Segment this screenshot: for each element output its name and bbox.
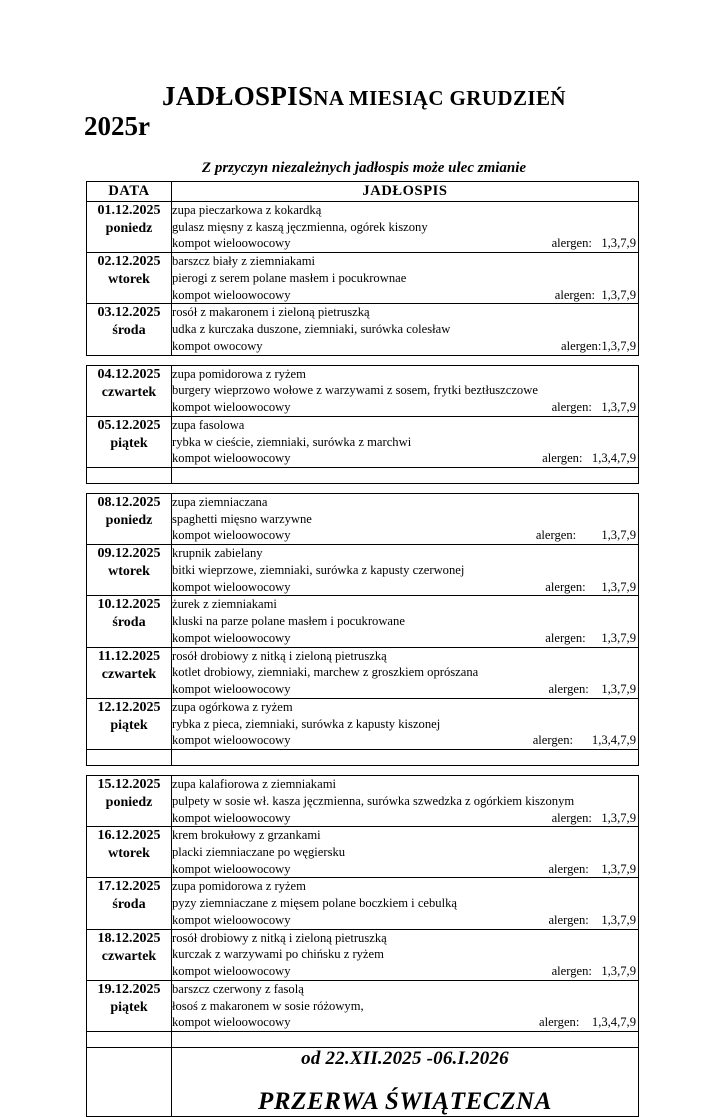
menu-line-soup: zupa ogórkowa z ryżem [172,699,293,714]
menu-line-soup: zupa kalafiorowa z ziemniakami [172,777,336,792]
separator-cell-date [87,1032,172,1048]
allergen-value: alergen: 1,3,7,9 [551,964,636,979]
menu-line-soup: rosół drobiowy z nitką i zieloną pietruszką [172,930,387,945]
menu-cell [172,878,639,929]
menu-line-drink: kompot wieloowocowy [172,810,291,825]
menu-line-main: udka z kurczaka duszone, ziemniaki, surówka colesław [172,322,451,337]
allergen-value: alergen: 1,3,7,9 [548,861,636,876]
menu-line-drink: kompot wieloowocowy [172,912,291,927]
date-value: 04.12.2025 [97,366,161,382]
date-value: 11.12.2025 [97,648,161,664]
date-value: 12.12.2025 [97,699,161,715]
table-row [87,365,639,416]
week-separator-row [87,1032,639,1048]
allergen-value: alergen: 1,3,7,9 [548,912,636,927]
menu-line-drink-allergen [172,399,638,416]
allergen-value: alergen:1,3,7,9 [561,338,636,353]
table-row [87,202,639,253]
menu-line-main: pyzy ziemniaczane z mięsem polane boczkiem i cebulką [172,896,457,911]
table-row [87,416,639,467]
menu-line-drink-allergen [172,527,638,544]
gap-cell-date [87,355,172,365]
menu-cell [172,253,639,304]
menu-line-drink-allergen [172,287,638,304]
menu-cell [172,647,639,698]
date-value: 02.12.2025 [97,254,161,270]
date-cell [87,827,172,878]
weekday-value: wtorek [108,564,150,580]
holiday-date-cell [87,1048,172,1117]
date-cell [87,776,172,827]
table-gap-row [87,484,639,494]
date-cell [87,698,172,749]
menu-line-drink-allergen [172,681,638,698]
table-row [87,929,639,980]
weekday-value: wtorek [108,846,150,862]
menu-line-main: pulpety w sosie wł. kasza jęczmienna, surówka szwedzka z ogórkiem kiszonym [172,793,575,808]
menu-line-drink: kompot wieloowocowy [172,400,291,415]
separator-cell-menu [172,468,639,484]
menu-line-main: burgery wieprzowo wołowe z warzywami z sosem, frytki beztłuszczowe [172,383,538,398]
table-row [87,596,639,647]
week-separator-row [87,750,639,766]
menu-line-drink-allergen [172,579,638,596]
menu-line-drink-allergen [172,630,638,647]
weekday-value: wtorek [108,272,150,288]
menu-line-drink: kompot wieloowocowy [172,964,291,979]
weekday-value: środa [112,323,146,339]
menu-line-drink: kompot wieloowocowy [172,528,291,543]
title-line [0,82,728,110]
date-value: 19.12.2025 [97,981,161,997]
table-gap-row [87,355,639,365]
menu-line-drink: kompot wieloowocowy [172,733,291,748]
menu-line-soup: rosół z makaronem i zieloną pietruszką [172,305,370,320]
table-row [87,827,639,878]
weekday-value: czwartek [101,948,157,964]
menu-cell [172,980,639,1031]
menu-line-drink-allergen [172,338,638,355]
menu-line-main: gulasz mięsny z kaszą jęczmienna, ogórek kiszony [172,219,428,234]
date-cell [87,545,172,596]
menu-line-drink-allergen [172,235,638,252]
menu-line-drink: kompot wieloowocowy [172,579,291,594]
table-row [87,545,639,596]
allergen-value: alergen: 1,3,4,7,9 [539,1015,636,1030]
allergen-value: alergen: 1,3,7,9 [551,810,636,825]
date-value: 08.12.2025 [97,495,161,511]
weekday-value: środa [112,897,146,913]
document-title-block [0,82,728,141]
date-cell [87,929,172,980]
separator-cell-menu [172,1032,639,1048]
page-title-year: 2025r [84,111,150,142]
menu-line-soup: barszcz czerwony z fasolą [172,981,304,996]
page-title-subtitle: NA MIESIĄC GRUDZIEŃ [313,86,566,110]
date-cell [87,202,172,253]
gap-cell-menu [172,484,639,494]
gap-cell-menu [172,355,639,365]
menu-line-drink: kompot owocowy [172,338,263,353]
weekday-value: środa [112,615,146,631]
date-cell [87,304,172,355]
date-cell [87,980,172,1031]
date-value: 16.12.2025 [97,828,161,844]
table-row [87,878,639,929]
menu-line-drink: kompot wieloowocowy [172,236,291,251]
date-value: 15.12.2025 [97,777,161,793]
menu-line-soup: barszcz biały z ziemniakami [172,254,316,269]
menu-line-drink-allergen [172,1014,638,1031]
date-cell [87,878,172,929]
allergen-value: alergen: 1,3,7,9 [548,682,636,697]
holiday-date-range: od 22.XII.2025 -06.I.2026 [301,1048,509,1070]
menu-line-drink: kompot wieloowocowy [172,287,291,302]
date-cell [87,647,172,698]
allergen-value: alergen: 1,3,4,7,9 [532,733,636,748]
menu-line-soup: krem brokułowy z grzankami [172,828,321,843]
date-cell [87,365,172,416]
menu-line-main: kurczak z warzywami po chińsku z ryżem [172,947,384,962]
menu-line-main: rybka w cieście, ziemniaki, surówka z marchwi [172,434,412,449]
separator-cell-date [87,750,172,766]
date-cell [87,416,172,467]
table-row [87,980,639,1031]
menu-line-main: łosoś z makaronem w sosie różowym, [172,998,364,1013]
separator-cell-menu [172,750,639,766]
menu-cell [172,827,639,878]
menu-cell [172,596,639,647]
menu-cell [172,494,639,545]
menu-line-soup: zupa ziemniaczana [172,495,268,510]
menu-line-soup: krupnik zabielany [172,546,263,561]
holiday-notice-cell [172,1048,639,1117]
gap-cell-date [87,484,172,494]
menu-line-soup: zupa fasolowa [172,417,245,432]
menu-line-soup: zupa pomidorowa z ryżem [172,366,306,381]
menu-cell [172,545,639,596]
menu-line-drink: kompot wieloowocowy [172,630,291,645]
weekday-value: piątek [110,717,148,733]
menu-line-drink-allergen [172,861,638,878]
week-separator-row [87,468,639,484]
menu-line-main: bitki wieprzowe, ziemniaki, surówka z kapusty czerwonej [172,562,465,577]
menu-line-drink: kompot wieloowocowy [172,682,291,697]
menu-cell [172,202,639,253]
menu-line-main: rybka z pieca, ziemniaki, surówka z kapusty kiszonej [172,716,441,731]
weekday-value: poniedz [105,512,153,528]
weekday-value: poniedz [105,794,153,810]
date-value: 17.12.2025 [97,879,161,895]
date-value: 10.12.2025 [97,597,161,613]
allergen-value: alergen: 1,3,4,7,9 [542,451,636,466]
menu-cell [172,929,639,980]
menu-line-drink-allergen [172,732,638,749]
date-value: 03.12.2025 [97,305,161,321]
menu-line-drink-allergen [172,912,638,929]
weekday-value: czwartek [101,666,157,682]
allergen-value: alergen: 1,3,7,9 [554,287,636,302]
menu-cell [172,776,639,827]
menu-line-main: pierogi z serem polane masłem i pocukrownae [172,270,407,285]
allergen-value: alergen: 1,3,7,9 [545,630,636,645]
holiday-row [87,1048,639,1117]
table-row [87,776,639,827]
table-row [87,494,639,545]
allergen-value: alergen: 1,3,7,9 [535,528,636,543]
separator-cell-date [87,468,172,484]
allergen-value: alergen: 1,3,7,9 [551,400,636,415]
date-cell [87,494,172,545]
column-header-date: DATA [87,182,172,202]
holiday-title: PRZERWA ŚWIĄTECZNA [258,1088,552,1116]
menu-line-soup: rosół drobiowy z nitką i zieloną pietruszką [172,648,387,663]
menu-table [86,181,639,1117]
menu-line-drink-allergen [172,963,638,980]
weekday-value: piątek [110,435,148,451]
menu-line-drink: kompot wieloowocowy [172,861,291,876]
allergen-value: alergen: 1,3,7,9 [545,579,636,594]
menu-cell [172,304,639,355]
menu-line-main: kotlet drobiowy, ziemniaki, marchew z groszkiem oprószana [172,665,479,680]
date-value: 09.12.2025 [97,546,161,562]
menu-cell [172,698,639,749]
menu-line-drink: kompot wieloowocowy [172,1015,291,1030]
menu-line-soup: żurek z ziemniakami [172,597,277,612]
allergen-value: alergen: 1,3,7,9 [551,236,636,251]
weekday-value: czwartek [101,384,157,400]
table-row [87,698,639,749]
gap-cell-date [87,766,172,776]
menu-line-main: placki ziemniaczane po węgiersku [172,844,346,859]
weekday-value: poniedz [105,220,153,236]
date-value: 01.12.2025 [97,203,161,218]
menu-line-drink: kompot wieloowocowy [172,451,291,466]
menu-cell [172,365,639,416]
page-title: JADŁOSPIS [162,81,314,111]
table-row [87,304,639,355]
menu-cell [172,416,639,467]
date-value: 05.12.2025 [97,417,161,433]
table-row [87,647,639,698]
menu-line-drink-allergen [172,810,638,827]
change-notice: Z przyczyn niezależnych jadłospis może ulec zmianie [201,160,527,176]
table-header-row [87,182,639,202]
weekday-value: piątek [110,999,148,1015]
menu-line-soup: zupa pieczarkowa z kokardką [172,203,322,217]
date-value: 18.12.2025 [97,930,161,946]
menu-line-main: kluski na parze polane masłem i pocukrowane [172,614,405,629]
date-cell [87,596,172,647]
menu-line-drink-allergen [172,450,638,467]
table-row [87,253,639,304]
menu-line-soup: zupa pomidorowa z ryżem [172,879,306,894]
menu-line-main: spaghetti mięsno warzywne [172,511,312,526]
column-header-menu: JADŁOSPIS [172,182,639,202]
date-cell [87,253,172,304]
gap-cell-menu [172,766,639,776]
table-gap-row [87,766,639,776]
